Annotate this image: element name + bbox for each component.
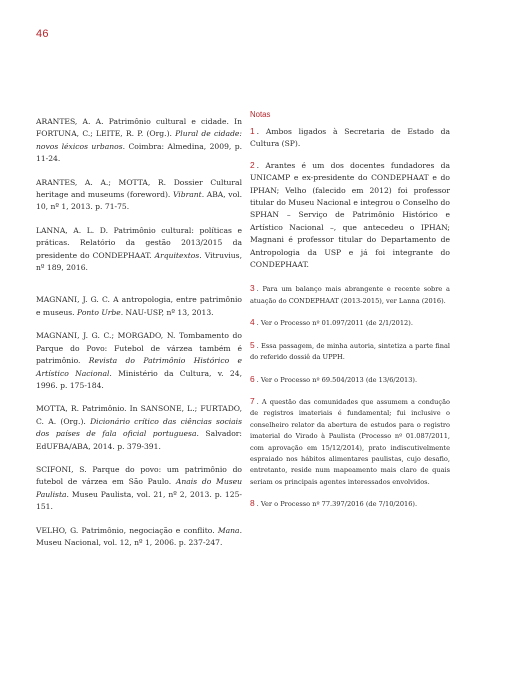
reference-entry: VELHO, G. Patrimônio, negociação e conflito. Mana. Museu Nacional, vol. 12, nº 1, 2006. p. 237-247. xyxy=(36,525,242,547)
note-item: 6 . Ver o Processo nº 69.504/2013 (de 13/6/2013). xyxy=(250,373,418,384)
reference-entry: MOTTA, R. Patrimônio. In SANSONE, L.; FURTADO, C. A. (Org.). Dicionário crítico das ciências sociais dos países de fala oficial portuguesa. Salvador: EdUFBA/ABA, 2014. p. 379-391. xyxy=(36,404,243,451)
note-item: 1 . Ambos ligados à Secretaria de Estado da Cultura (SP). xyxy=(250,126,450,149)
note-item: 3 . Para um balanço mais abrangente e recente sobre a atuação do CONDEPHAAT (2013-2015), ver Lanna (2016). xyxy=(250,283,450,305)
note-item: 8 . Ver o Processo nº 77.397/2016 (de 7/10/2016). xyxy=(250,498,418,509)
note-item: 5 . Essa passagem, de minha autoria, sintetiza a parte final do referido dossiê da UPPH. xyxy=(250,339,450,362)
note-number: 4 xyxy=(250,317,255,328)
note-number: 6 xyxy=(250,373,255,384)
notes-column xyxy=(250,110,450,511)
references-column xyxy=(36,116,242,549)
note-item: 4 . Ver o Processo nº 01.097/2011 (de 2/1/2012). xyxy=(250,317,413,328)
reference-entry: ARANTES, A. A. Patrimônio cultural e cidade. In FORTUNA, C.; LEITE, R. P. (Org.). Plural de cidade: novos léxicos urbanos. Coimbra: Almedina, 2009, p. 11-24. xyxy=(36,117,242,164)
note-number: 7 xyxy=(250,395,255,406)
reference-entry: LANNA, A. L. D. Patrimônio cultural: políticas e práticas. Relatório da gestão 2013/2015 da presidente do CONDEPHAAT. Arquitextos. Vitruvius, nº 189, 2016. xyxy=(36,225,242,273)
note-number: 3 xyxy=(250,283,255,294)
reference-entry: ARANTES, A. A.; MOTTA, R. Dossier Cultural heritage and museums (foreword). Vibrant. ABA, vol. 10, nº 1, 2013. p. 71-75. xyxy=(36,177,242,212)
note-item: 2 . Arantes é um dos docentes fundadores da UNICAMP e ex-presidente do CONDEPHAAT e do IPHAN; Velho (falecido em 2012) foi professor titular do Museu Nacional e integrou o Conselho do SPHAN – Serviço de Patrimônio Histórico e Artístico Nacional –, que antecedeu o IPHAN; Magnani é professor titular do Departamento de Antropologia da USP e já foi integrante do CONDEPHAAT. xyxy=(250,159,450,270)
reference-entry: MAGNANI, J. G. C. A antropologia, entre patrimônio e museus. Ponto Urbe. NAU-USP, nº 13, 2013. xyxy=(36,295,242,317)
reference-entry: SCIFONI, S. Parque do povo: um patrimônio do futebol de várzea em São Paulo. Anais do Museu Paulista. Museu Paulista, vol. 21, nº 2, 2013. p. 125-151. xyxy=(36,464,242,512)
note-number: 8 xyxy=(250,498,255,509)
note-number: 5 xyxy=(250,339,255,350)
page-number: 46 xyxy=(36,28,49,40)
reference-entry: MAGNANI, J. G. C.; MORGADO, N. Tombamento do Parque do Povo: Futebol de várzea também é patrimônio. Revista do Patrimônio Histórico e Artístico Nacional. Ministério da Cultura, v. 24, 1996. p. 175-184. xyxy=(36,331,243,390)
note-number: 1 xyxy=(250,126,255,136)
note-number: 2 xyxy=(250,159,255,170)
note-item: 7 . A questão das comunidades que assumem a condução de registros imateriais é fundamental; fui inclusive o conselheiro relator da abertura de estudos para o registro imaterial do Virado à Paulista (Processo nº 01.087/2011, com aprovação em 15/12/2014), prato indiscutivelmente espraiado nos hábitos alimentares paulistas, cujo desafio, entretanto, reside num mapeamento mais claro de quais seriam os principais agentes interessados envolvidos. xyxy=(250,395,450,486)
notes-heading: Notas xyxy=(250,110,271,119)
